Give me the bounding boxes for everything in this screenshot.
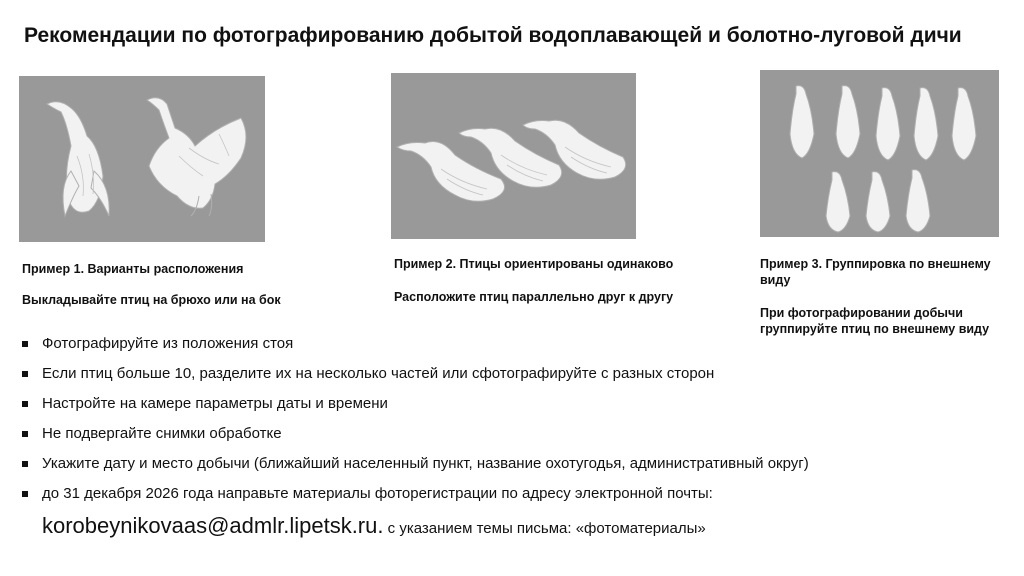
list-item xyxy=(22,484,809,514)
list-item xyxy=(22,424,809,454)
example-1-instruction: Выкладывайте птиц на брюхо или на бок xyxy=(22,293,281,307)
bullet-icon xyxy=(22,341,28,347)
example-2-instruction: Расположите птиц параллельно друг к другу xyxy=(394,290,674,304)
page-title: Рекомендации по фотографированию добытой водоплавающей и болотно-луговой дичи xyxy=(24,24,962,47)
bullet-icon xyxy=(22,401,28,407)
example-1-photo xyxy=(19,76,265,242)
list-item-text: до 31 декабря 2026 года направьте материалы фоторегистрации по адресу электронной почты: xyxy=(42,485,713,502)
list-item-text: Если птиц больше 10, разделите их на несколько частей или сфотографируйте с разных сторон xyxy=(42,365,715,382)
example-3-photo xyxy=(760,70,999,237)
example-1-caption: Пример 1. Варианты расположения xyxy=(22,262,244,276)
list-item-text: Укажите дату и место добычи (ближайший населенный пункт, название охотугодья, административный округ) xyxy=(42,455,809,472)
list-item xyxy=(22,394,809,424)
bullet-icon xyxy=(22,431,28,437)
list-item xyxy=(22,364,809,394)
bird-illustration-3 xyxy=(760,70,999,237)
example-2-photo xyxy=(391,73,636,239)
bird-illustration-1 xyxy=(19,76,265,242)
example-3-instruction: При фотографировании добычи группируйте птиц по внешнему виду xyxy=(760,306,990,336)
list-item xyxy=(22,334,809,364)
email-address[interactable]: korobeynikovaas@admlr.lipetsk.ru. xyxy=(42,513,384,538)
list-item xyxy=(22,454,809,484)
email-subject-note: с указанием темы письма: «фотоматериалы» xyxy=(383,520,706,537)
bullet-icon xyxy=(22,371,28,377)
example-3-caption: Пример 3. Группировка по внешнему виду xyxy=(760,257,991,287)
email-line xyxy=(42,513,706,539)
example-2-caption: Пример 2. Птицы ориентированы одинаково xyxy=(394,257,674,271)
bullet-icon xyxy=(22,461,28,467)
list-item-text: Не подвергайте снимки обработке xyxy=(42,425,282,442)
bullet-icon xyxy=(22,491,28,497)
list-item-text: Настройте на камере параметры даты и времени xyxy=(42,395,388,412)
recommendations-list xyxy=(22,334,809,514)
list-item-text: Фотографируйте из положения стоя xyxy=(42,335,294,352)
bird-illustration-2 xyxy=(391,73,636,239)
